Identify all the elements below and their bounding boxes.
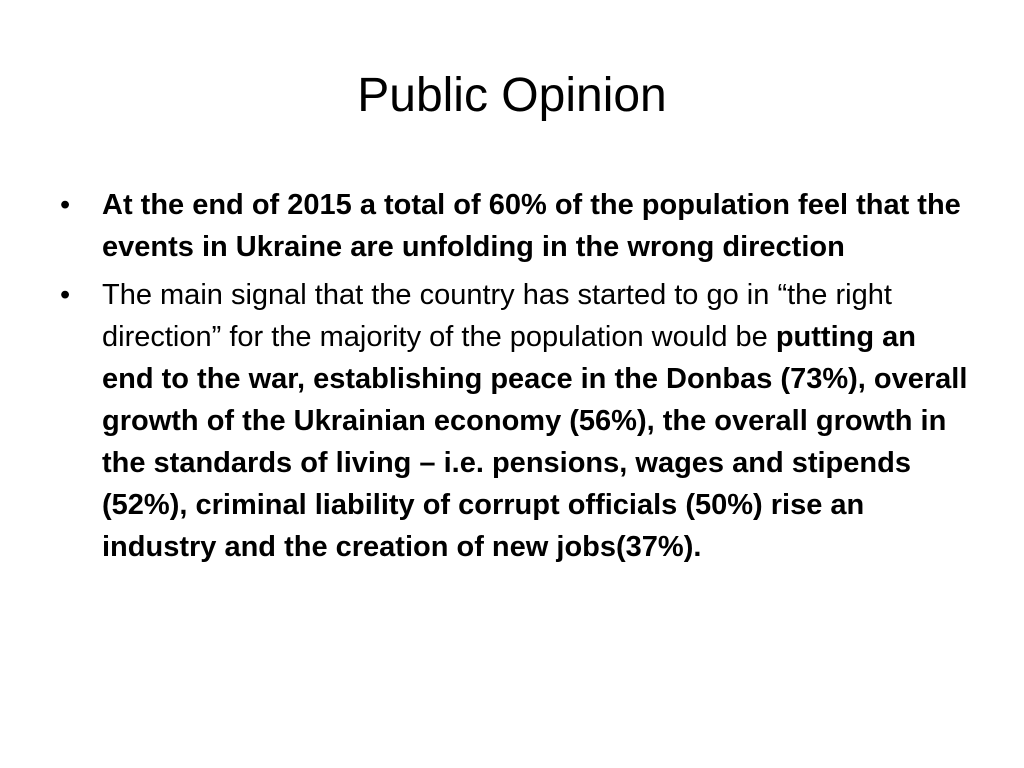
bullet-text-bold: putting an end to the war, establishing peace in the Donbas (73%), overall growth of the Ukrainian economy (56%), the overall growth in the standards of living – i.e. pensions, wages and stipends (52%), criminal liability of corrupt officials (50%) rise an industry and the creation of new jobs(37%).	[102, 321, 968, 563]
bullet-text: The main signal that the country has started to go in “the right direction” for the majority of the population would be	[102, 279, 892, 353]
bullet-marker: •	[60, 189, 71, 221]
bullet-marker: •	[60, 279, 71, 311]
bullet-text-bold: At the end of 2015 a total of 60% of the population feel that the events in Ukraine are unfolding in the wrong direction	[102, 189, 961, 263]
bullet-item	[58, 184, 973, 268]
bullet-list	[58, 184, 973, 574]
bullet-item	[58, 274, 973, 568]
slide-title: Public Opinion	[357, 69, 667, 122]
